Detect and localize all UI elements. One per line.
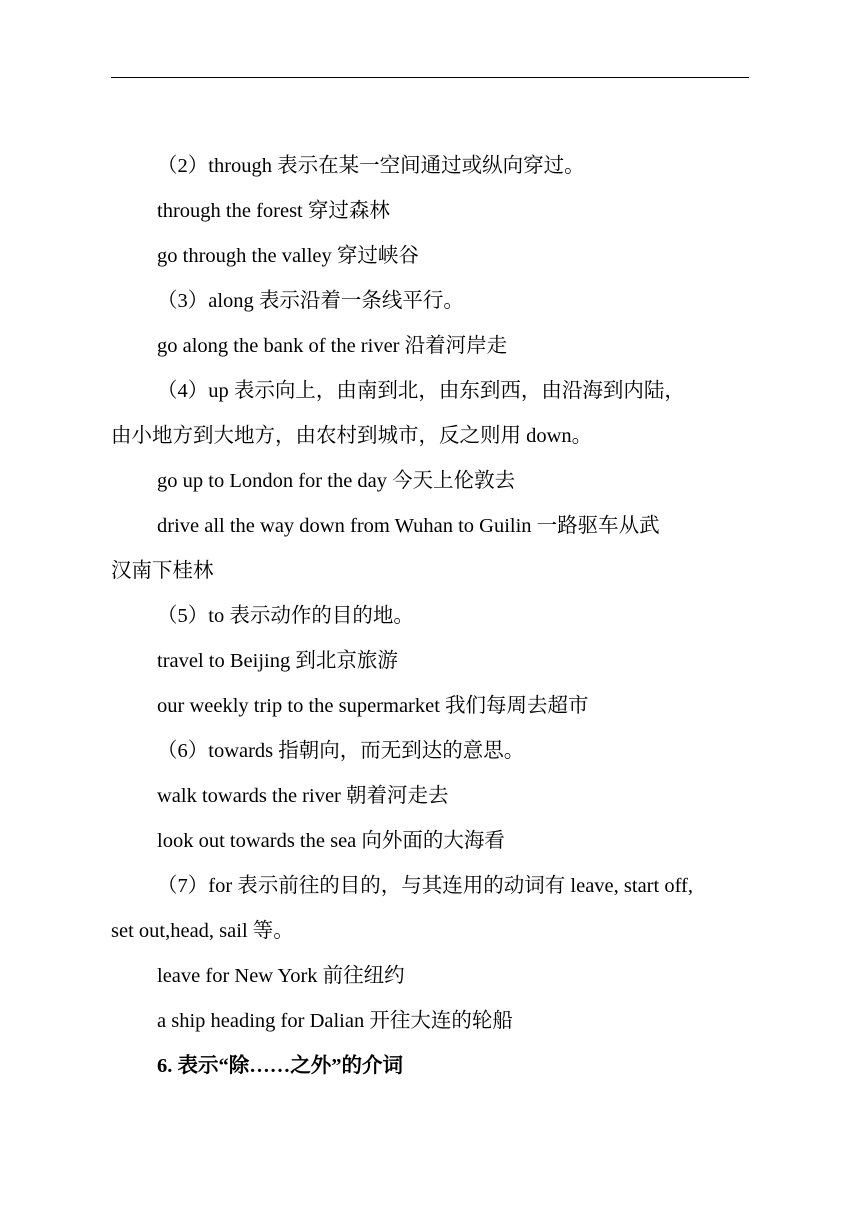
text-line: go through the valley 穿过峡谷 — [157, 245, 419, 267]
section-heading: 6. 表示“除……之外”的介词 — [157, 1055, 403, 1077]
text-line: drive all the way down from Wuhan to Guilin 一路驱车从武 — [157, 515, 660, 537]
text-line: go up to London for the day 今天上伦敦去 — [157, 470, 516, 492]
text-line: set out,head, sail 等。 — [111, 920, 294, 942]
text-line: travel to Beijing 到北京旅游 — [157, 650, 398, 672]
text-line: （7）for 表示前往的目的，与其连用的动词有 leave, start off, — [157, 875, 693, 897]
text-line: （4）up 表示向上，由南到北，由东到西，由沿海到内陆， — [157, 380, 685, 402]
header-rule — [111, 77, 749, 78]
text-line: （6）towards 指朝向，而无到达的意思。 — [157, 740, 525, 762]
text-line: through the forest 穿过森林 — [157, 200, 390, 222]
text-line: 由小地方到大地方，由农村到城市，反之则用 down。 — [111, 425, 593, 447]
text-line: （2）through 表示在某一空间通过或纵向穿过。 — [157, 155, 585, 177]
text-line: （3）along 表示沿着一条线平行。 — [157, 290, 464, 312]
text-line: walk towards the river 朝着河走去 — [157, 785, 449, 807]
text-line: go along the bank of the river 沿着河岸走 — [157, 335, 508, 357]
text-line: 汉南下桂林 — [111, 560, 214, 582]
text-line: （5）to 表示动作的目的地。 — [157, 605, 414, 627]
text-line: our weekly trip to the supermarket 我们每周去超市 — [157, 695, 589, 717]
text-line: leave for New York 前往纽约 — [157, 965, 405, 987]
text-line: a ship heading for Dalian 开往大连的轮船 — [157, 1010, 513, 1032]
text-line: look out towards the sea 向外面的大海看 — [157, 830, 505, 852]
